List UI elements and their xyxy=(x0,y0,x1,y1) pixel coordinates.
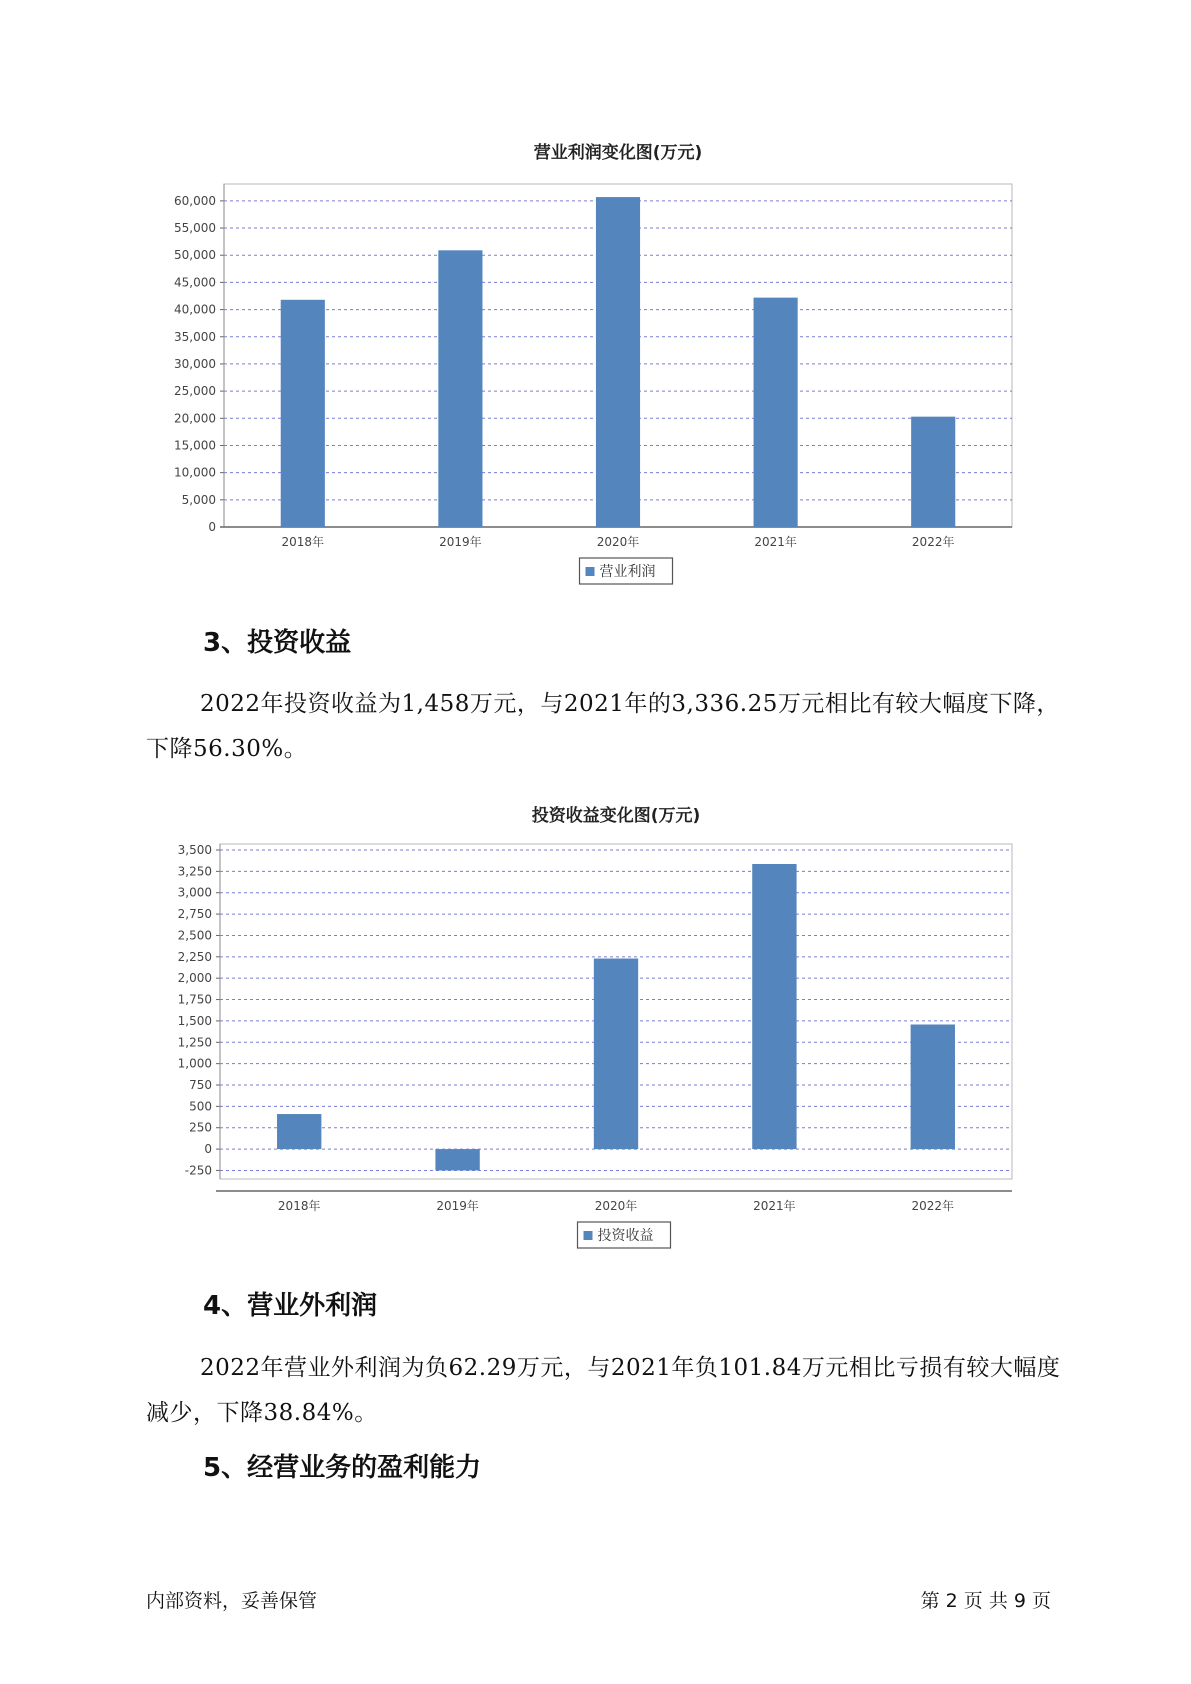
y-tick-label: 3,250 xyxy=(177,864,212,879)
y-tick-label: 1,750 xyxy=(177,992,212,1007)
x-tick-label: 2022年 xyxy=(911,1199,955,1213)
y-tick-label: 2,750 xyxy=(177,907,212,922)
bar-2020年 xyxy=(594,959,638,1150)
y-tick-label: 30,000 xyxy=(174,356,216,371)
y-tick-label: 3,500 xyxy=(177,843,212,857)
y-tick-label: 15,000 xyxy=(174,438,216,453)
y-tick-label: 3,000 xyxy=(177,885,212,900)
x-tick-label: 2022年 xyxy=(911,535,955,549)
y-tick-label: 1,250 xyxy=(177,1035,212,1050)
x-tick-label: 2019年 xyxy=(436,1199,479,1213)
legend-swatch xyxy=(584,1231,593,1240)
bar-2022年 xyxy=(911,1024,955,1149)
section-3-heading: 3、投资收益 xyxy=(203,628,352,658)
legend-label: 营业利润 xyxy=(599,564,656,580)
y-tick-label: 1,000 xyxy=(177,1056,212,1071)
chart-title: 投资收益变化图(万元) xyxy=(531,806,701,826)
x-tick-label: 2019年 xyxy=(439,535,482,549)
y-tick-label: 10,000 xyxy=(174,465,216,480)
x-tick-label: 2020年 xyxy=(596,535,640,549)
y-tick-label: 500 xyxy=(189,1099,212,1114)
x-tick-label: 2021年 xyxy=(754,535,797,549)
y-tick-label: 35,000 xyxy=(174,329,216,344)
y-tick-label: 5,000 xyxy=(181,492,216,507)
x-tick-label: 2018年 xyxy=(277,1199,321,1213)
chart-title: 营业利润变化图(万元) xyxy=(533,143,703,163)
bar-2018年 xyxy=(277,1114,321,1149)
y-tick-label: 55,000 xyxy=(174,221,216,236)
y-tick-label: 2,500 xyxy=(177,928,212,943)
bar-2019年 xyxy=(435,1149,479,1170)
y-tick-label: 750 xyxy=(189,1078,212,1092)
y-tick-label: 50,000 xyxy=(174,248,216,263)
y-tick-label: 40,000 xyxy=(174,302,216,317)
y-tick-label: 0 xyxy=(204,1142,212,1157)
section-4-heading: 4、营业外利润 xyxy=(203,1291,378,1321)
y-tick-label: 250 xyxy=(189,1120,212,1135)
x-tick-label: 2018年 xyxy=(281,535,325,549)
y-tick-label: 2,000 xyxy=(177,971,212,986)
y-tick-label: 45,000 xyxy=(174,275,216,290)
y-tick-label: 20,000 xyxy=(174,411,216,426)
y-tick-label: 2,250 xyxy=(177,949,212,964)
x-tick-label: 2020年 xyxy=(594,1199,638,1213)
section-4-paragraph: 2022年营业外利润为负62.29万元，与2021年负101.84万元相比亏损有较大幅度减少，下降38.84%。 xyxy=(146,1355,1061,1426)
x-tick-label: 2021年 xyxy=(753,1199,796,1213)
bar-2021年 xyxy=(752,864,796,1149)
y-tick-label: 25,000 xyxy=(174,384,216,399)
legend-label: 投资收益 xyxy=(597,1228,654,1244)
footer-page-number: 第 2 页 共 9 页 xyxy=(920,1590,1051,1612)
section-5-heading: 5、经营业务的盈利能力 xyxy=(203,1453,482,1483)
y-tick-label: -250 xyxy=(184,1163,212,1178)
y-tick-label: 60,000 xyxy=(174,193,216,208)
section-3-paragraph: 2022年投资收益为1,458万元，与2021年的3,336.25万元相比有较大幅度下降，下降56.30%。 xyxy=(146,691,1060,762)
y-tick-label: 0 xyxy=(208,520,216,534)
y-tick-label: 1,500 xyxy=(177,1013,212,1028)
footer-confidential-note: 内部资料，妥善保管 xyxy=(146,1590,318,1612)
